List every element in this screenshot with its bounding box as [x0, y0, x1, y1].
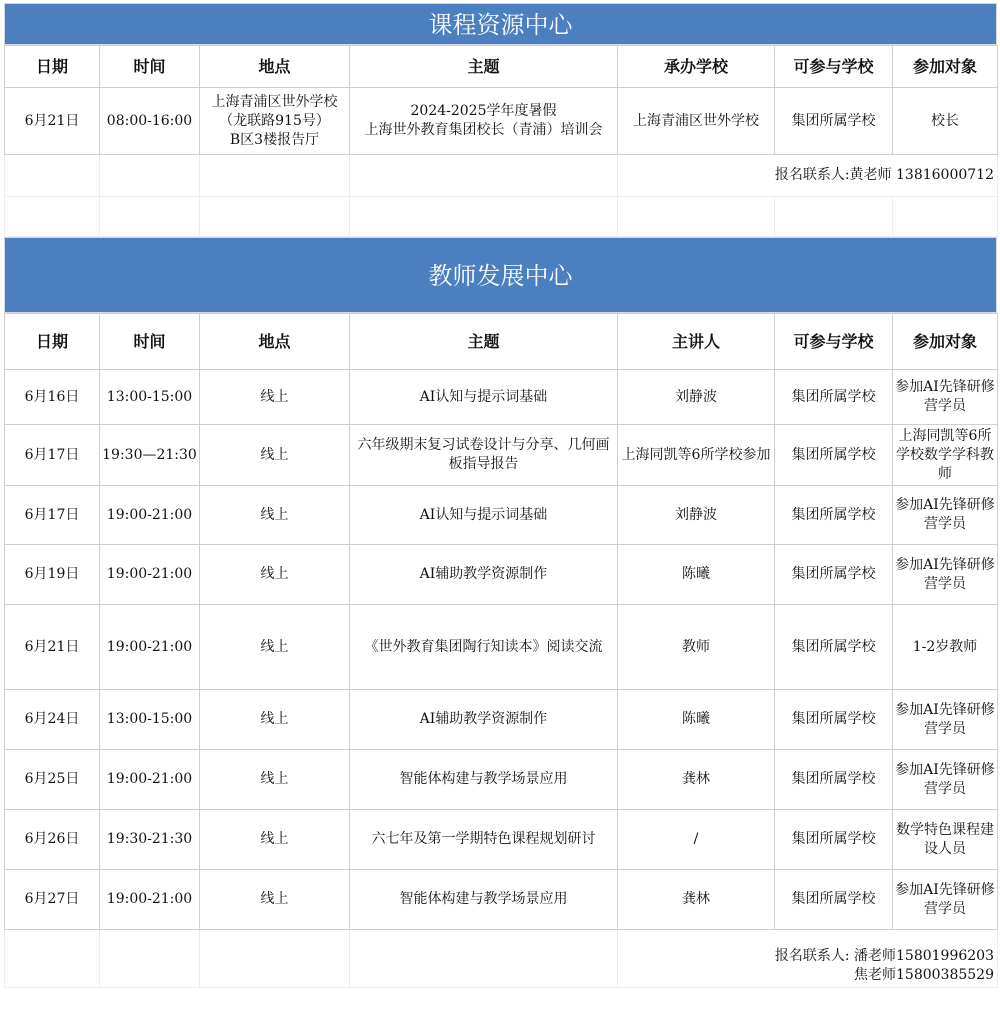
cell-date: 6月17日: [5, 425, 100, 486]
cell-topic: AI认知与提示词基础: [350, 486, 618, 545]
cell-eligible-schools: 集团所属学校: [775, 605, 893, 690]
cell-time: 19:00-21:00: [100, 545, 200, 605]
section2-header-row: [5, 314, 998, 370]
section1-header-row: [5, 46, 998, 88]
cell-location: 线上: [200, 690, 350, 750]
cell-time: 13:00-15:00: [100, 370, 200, 425]
table-row: [5, 810, 998, 870]
section2-contact-row: [5, 930, 998, 988]
section2-title: 教师发展中心: [4, 237, 997, 313]
section1-contact-row: [5, 155, 998, 197]
cell-time: 13:00-15:00: [100, 690, 200, 750]
cell-audience: 数学特色课程建设人员: [893, 810, 998, 870]
cell-speaker: 刘静波: [618, 370, 775, 425]
cell-speaker: 上海同凯等6所学校参加: [618, 425, 775, 486]
location-line: （龙联路915号）: [219, 112, 330, 129]
cell-topic: 智能体构建与教学场景应用: [350, 870, 618, 930]
table-row: [5, 486, 998, 545]
cell-eligible-schools: 集团所属学校: [775, 690, 893, 750]
cell-topic: 六年级期末复习试卷设计与分享、几何画板指导报告: [350, 425, 618, 486]
table-row: [5, 605, 998, 690]
cell-speaker: 龚林: [618, 750, 775, 810]
spacer-row: [5, 197, 998, 237]
cell-audience: 参加AI先锋研修营学员: [893, 370, 998, 425]
cell-time: 19:00-21:00: [100, 605, 200, 690]
schedule-sheet: [4, 3, 997, 988]
cell-speaker: 龚林: [618, 870, 775, 930]
cell-eligible-schools: 集团所属学校: [775, 870, 893, 930]
cell-eligible-schools: 集团所属学校: [775, 370, 893, 425]
cell-topic: AI辅助教学资源制作: [350, 690, 618, 750]
cell-eligible-schools: 集团所属学校: [775, 545, 893, 605]
section1-contact: 报名联系人:黄老师 13816000712: [618, 155, 998, 197]
cell-time: 08:00-16:00: [100, 88, 200, 155]
header-location: 地点: [200, 314, 350, 370]
section2-rows: [5, 370, 998, 930]
cell-location: 线上: [200, 810, 350, 870]
header-date: 日期: [5, 46, 100, 88]
cell-speaker: 刘静波: [618, 486, 775, 545]
cell-time: 19:00-21:00: [100, 870, 200, 930]
cell-location: 线上: [200, 425, 350, 486]
cell-date: 6月27日: [5, 870, 100, 930]
cell-location: 线上: [200, 545, 350, 605]
table-row: [5, 425, 998, 486]
table-row: [5, 690, 998, 750]
section1-table: [4, 45, 998, 237]
table-row: [5, 750, 998, 810]
cell-audience: 1-2岁教师: [893, 605, 998, 690]
cell-topic: 智能体构建与教学场景应用: [350, 750, 618, 810]
cell-topic: AI辅助教学资源制作: [350, 545, 618, 605]
cell-audience: 校长: [893, 88, 998, 155]
cell-time: 19:00-21:00: [100, 750, 200, 810]
topic-line: 2024-2025学年度暑假: [410, 103, 557, 119]
cell-location: 线上: [200, 605, 350, 690]
cell-date: 6月26日: [5, 810, 100, 870]
header-speaker: 主讲人: [618, 314, 775, 370]
cell-eligible-schools: 集团所属学校: [775, 88, 893, 155]
section2-contact: [618, 930, 998, 988]
contact-line: 焦老师15800385529: [854, 967, 994, 983]
cell-date: 6月25日: [5, 750, 100, 810]
cell-location: 线上: [200, 750, 350, 810]
cell-audience: 参加AI先锋研修营学员: [893, 486, 998, 545]
header-audience: 参加对象: [893, 46, 998, 88]
cell-date: 6月21日: [5, 88, 100, 155]
cell-speaker: 陈曦: [618, 690, 775, 750]
cell-location: 线上: [200, 370, 350, 425]
header-audience: 参加对象: [893, 314, 998, 370]
table-row: [5, 88, 998, 155]
cell-date: 6月24日: [5, 690, 100, 750]
header-date: 日期: [5, 314, 100, 370]
cell-audience: 参加AI先锋研修营学员: [893, 690, 998, 750]
location-line: 上海青浦区世外学校: [211, 93, 338, 110]
cell-date: 6月21日: [5, 605, 100, 690]
cell-audience: 参加AI先锋研修营学员: [893, 870, 998, 930]
cell-audience: 参加AI先锋研修营学员: [893, 545, 998, 605]
cell-time: 19:30-21:30: [100, 810, 200, 870]
header-topic: 主题: [350, 46, 618, 88]
section1-title: 课程资源中心: [4, 3, 997, 45]
cell-eligible-schools: 集团所属学校: [775, 425, 893, 486]
cell-location: [200, 88, 350, 155]
cell-location: 线上: [200, 870, 350, 930]
cell-eligible-schools: 集团所属学校: [775, 486, 893, 545]
cell-time: 19:00-21:00: [100, 486, 200, 545]
cell-audience: 参加AI先锋研修营学员: [893, 750, 998, 810]
cell-date: 6月16日: [5, 370, 100, 425]
cell-speaker: /: [618, 810, 775, 870]
location-line: B区3楼报告厅: [229, 131, 320, 148]
cell-date: 6月19日: [5, 545, 100, 605]
header-time: 时间: [100, 46, 200, 88]
topic-line: 上海世外教育集团校长（青浦）培训会: [364, 122, 603, 138]
contact-line: 报名联系人: 潘老师15801996203: [774, 948, 994, 964]
table-row: [5, 370, 998, 425]
cell-speaker: 教师: [618, 605, 775, 690]
cell-time: 19:30—21:30: [100, 425, 200, 486]
table-row: [5, 545, 998, 605]
header-location: 地点: [200, 46, 350, 88]
cell-speaker: 陈曦: [618, 545, 775, 605]
cell-date: 6月17日: [5, 486, 100, 545]
header-time: 时间: [100, 314, 200, 370]
cell-host-school: 上海青浦区世外学校: [618, 88, 775, 155]
cell-audience: 上海同凯等6所学校数学学科教师: [893, 425, 998, 486]
section2-table: [4, 313, 998, 988]
cell-topic: AI认知与提示词基础: [350, 370, 618, 425]
cell-topic: 六七年及第一学期特色课程规划研讨: [350, 810, 618, 870]
header-eligible-schools: 可参与学校: [775, 314, 893, 370]
cell-location: 线上: [200, 486, 350, 545]
table-row: [5, 870, 998, 930]
cell-topic: [350, 88, 618, 155]
cell-eligible-schools: 集团所属学校: [775, 810, 893, 870]
header-eligible-schools: 可参与学校: [775, 46, 893, 88]
cell-topic: 《世外教育集团陶行知读本》阅读交流: [350, 605, 618, 690]
header-topic: 主题: [350, 314, 618, 370]
header-host-school: 承办学校: [618, 46, 775, 88]
cell-eligible-schools: 集团所属学校: [775, 750, 893, 810]
